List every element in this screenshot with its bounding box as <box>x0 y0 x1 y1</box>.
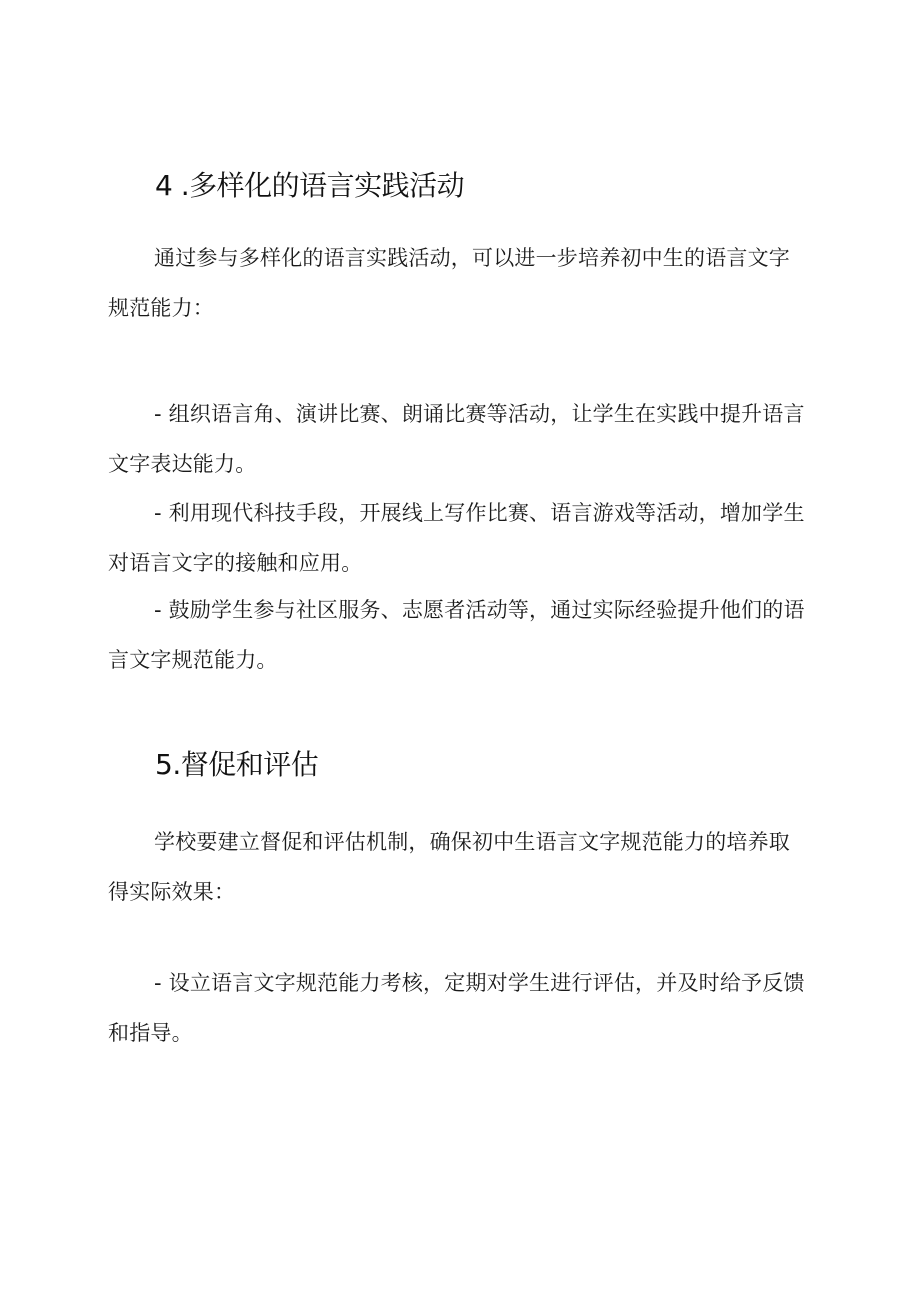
section-heading-5: 5.督促和评估 <box>155 748 319 781</box>
section-4-intro-paragraph: 通过参与多样化的语言实践活动，可以进一步培养初中生的语言文字规范能力： <box>108 246 790 320</box>
section-heading-4: 4 .多样化的语言实践活动 <box>155 169 465 202</box>
section-4-bullet-1: - 组织语言角、演讲比赛、朗诵比赛等活动，让学生在实践中提升语言文字表达能力。 <box>108 402 805 476</box>
section-4-bullet-2: - 利用现代科技手段，开展线上写作比赛、语言游戏等活动，增加学生对语言文字的接触和应用。 <box>108 501 805 575</box>
section-5-bullet-1: - 设立语言文字规范能力考核，定期对学生进行评估，并及时给予反馈和指导。 <box>108 971 805 1045</box>
section-4-bullet-3: - 鼓励学生参与社区服务、志愿者活动等，通过实际经验提升他们的语言文字规范能力。 <box>108 598 805 672</box>
section-5-intro-paragraph: 学校要建立督促和评估机制，确保初中生语言文字规范能力的培养取得实际效果： <box>108 830 790 904</box>
